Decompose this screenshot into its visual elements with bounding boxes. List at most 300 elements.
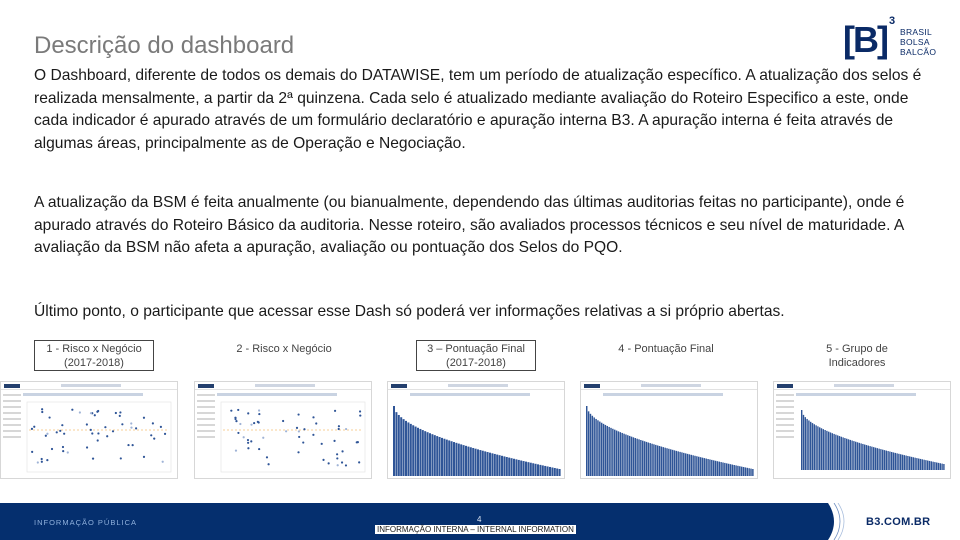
thumbnail-bar: [689, 454, 690, 476]
thumbnail-scatter-point: [321, 443, 323, 445]
thumbnail-scatter-point: [62, 450, 64, 452]
thumbnail-bar: [642, 441, 643, 476]
thumbnail-bar: [479, 450, 481, 476]
thumbnail-scatter-point: [115, 412, 117, 414]
thumbnail-scatter-point: [143, 417, 145, 419]
thumbnail-bar: [535, 464, 537, 476]
thumbnail-bar: [559, 469, 561, 476]
thumbnail-bar: [434, 435, 436, 476]
thumbnail-bar: [460, 444, 462, 476]
thumbnail-bar: [824, 430, 825, 470]
thumbnail-scatter-chart: [219, 400, 369, 476]
thumbnail-scatter-point: [86, 446, 88, 448]
footer-classification-center: INFORMAÇÃO INTERNA – INTERNAL INFORMATION: [377, 525, 574, 534]
thumbnail-bar: [664, 448, 665, 476]
thumbnail-bar: [638, 439, 639, 476]
thumbnail-bar: [453, 442, 455, 476]
thumbnail-scatter-point: [336, 457, 338, 459]
thumbnail-toolbar: [410, 393, 530, 396]
thumbnail-scatter-point: [302, 441, 304, 443]
thumbnail-bar: [835, 435, 836, 470]
thumbnail-bar: [475, 449, 477, 476]
thumbnail-bar: [860, 443, 861, 470]
thumbnail-scatter-point: [250, 424, 252, 426]
dashboard-thumbnail-3[interactable]: [387, 381, 565, 479]
thumbnail-bar: [707, 459, 708, 476]
thumbnail-bar: [815, 425, 816, 470]
thumbnail-bar: [911, 457, 912, 470]
thumbnail-bar: [525, 462, 527, 476]
dashboard-label-1[interactable]: [34, 340, 154, 371]
thumbnail-bar: [814, 424, 815, 470]
thumbnail-bar: [720, 462, 721, 476]
dashboard-thumbnail-2[interactable]: [194, 381, 372, 479]
thumbnail-scatter-point: [119, 415, 121, 417]
thumbnail-bar: [913, 457, 914, 470]
thumbnail-bar: [895, 453, 896, 470]
thumbnail-bar: [400, 417, 402, 476]
thumbnail-bar: [685, 453, 686, 476]
thumbnail-bar: [605, 425, 606, 476]
thumbnail-scatter-point: [336, 453, 338, 455]
thumbnail-scatter-point: [41, 458, 43, 460]
thumbnail-scatter-point: [345, 428, 347, 430]
thumbnail-scatter-point: [266, 456, 268, 458]
thumbnail-bar: [640, 440, 641, 476]
thumbnail-bar: [549, 467, 551, 476]
thumbnail-scatter-point: [359, 410, 361, 412]
thumbnail-bar: [511, 458, 513, 476]
thumbnail-scatter-point: [130, 426, 132, 428]
thumbnail-bar: [610, 428, 611, 476]
thumbnail-scatter-point: [90, 412, 92, 414]
dashboard-label-3-line2: (2017-2018): [446, 357, 506, 369]
thumbnail-bar: [909, 456, 910, 470]
thumbnail-bar: [941, 464, 942, 470]
thumbnail-bar: [412, 425, 414, 476]
thumbnail-scatter-point: [97, 432, 99, 434]
thumbnail-bar: [808, 420, 809, 470]
thumbnail-scatter-point: [247, 412, 249, 414]
thumbnail-bar: [841, 437, 842, 470]
thumbnail-bar: [683, 453, 684, 476]
thumbnail-bar: [429, 433, 431, 476]
thumbnail-bar: [873, 447, 874, 470]
thumbnail-bar: [821, 428, 822, 470]
thumbnail-toolbar: [603, 393, 723, 396]
thumbnail-bar: [732, 465, 733, 476]
thumbnail-scatter-point: [94, 414, 96, 416]
thumbnail-bar: [513, 459, 515, 476]
thumbnail-bar: [733, 465, 734, 476]
thumbnail-scatter-point: [31, 428, 33, 430]
thumbnail-bar: [887, 451, 888, 470]
thumbnail-scatter-point: [62, 446, 64, 448]
thumbnail-bar: [532, 463, 534, 476]
thumbnail-bar: [920, 459, 921, 470]
thumbnail-scatter-point: [296, 427, 298, 429]
thumbnail-scatter-point: [359, 414, 361, 416]
thumbnail-bar: [914, 458, 915, 470]
thumbnail-bar: [668, 449, 669, 476]
thumbnail-scatter-point: [61, 424, 63, 426]
thumbnail-scatter-point: [112, 430, 114, 432]
thumbnail-bar: [938, 463, 939, 470]
thumbnail-bar: [677, 451, 678, 476]
thumbnail-bar: [679, 452, 680, 476]
thumbnail-scatter-point: [312, 434, 314, 436]
thumbnail-bar: [866, 445, 867, 470]
thumbnail-bar: [889, 452, 890, 470]
dashboard-label-2[interactable]: [224, 340, 344, 371]
thumbnail-bar: [631, 437, 632, 476]
thumbnail-bar: [869, 446, 870, 470]
thumbnail-bar: [940, 463, 941, 470]
thumbnail-bar: [508, 458, 510, 476]
thumbnail-bar: [487, 452, 489, 476]
dashboard-label-4-line1: 4 - Pontuação Final: [618, 343, 714, 355]
thumbnail-bar-chart: [798, 400, 948, 476]
thumbnail-bar: [393, 406, 395, 476]
thumbnail-bar: [446, 440, 448, 476]
thumbnail-bar: [482, 451, 484, 476]
thumbnail-bar: [907, 456, 908, 470]
thumbnail-bar: [880, 449, 881, 470]
thumbnail-bar: [943, 464, 944, 470]
thumbnail-bar: [663, 447, 664, 476]
thumbnail-sidebar: [197, 394, 215, 476]
dashboard-thumbnail-4[interactable]: [580, 381, 758, 479]
b3-logo-superscript: 3: [889, 15, 896, 27]
thumbnail-bar: [730, 464, 731, 476]
dashboard-label-5-line2: Indicadores: [828, 357, 886, 369]
thumbnail-bar: [614, 430, 615, 476]
thumbnail-bar: [812, 423, 813, 470]
thumbnail-bar: [692, 455, 693, 476]
thumbnail-bar: [842, 437, 843, 470]
thumbnail-bar: [621, 433, 622, 476]
thumbnail-bar: [494, 454, 496, 476]
thumbnail-bar: [752, 469, 753, 476]
thumbnail-bar: [672, 450, 673, 476]
b3-logo: [843, 15, 943, 62]
page-number: 4: [477, 515, 482, 524]
thumbnail-bar-chart: [583, 400, 757, 478]
thumbnail-bar: [629, 436, 630, 476]
dashboard-thumbnail-1[interactable]: [0, 381, 178, 479]
thumbnail-bar: [547, 466, 549, 476]
thumbnail-bar: [520, 460, 522, 476]
thumbnail-bar: [427, 432, 429, 476]
thumbnail-scatter-point: [48, 416, 50, 418]
thumbnail-bar: [709, 459, 710, 476]
thumbnail-scatter-point: [258, 421, 260, 423]
thumbnail-bar: [931, 461, 932, 470]
footer-bar: [0, 503, 960, 540]
thumbnail-scatter-point: [121, 423, 123, 425]
thumbnail-bar: [424, 431, 426, 476]
thumbnail-bar-chart: [390, 400, 564, 478]
thumbnail-bar: [801, 410, 802, 470]
thumbnail-bar: [491, 453, 493, 476]
thumbnail-scatter-point: [258, 409, 260, 411]
thumbnail-bar: [927, 461, 928, 470]
thumbnail-scatter-point: [152, 422, 154, 424]
thumbnail-bar: [648, 443, 649, 476]
thumbnail-bar: [839, 436, 840, 470]
thumbnail-scatter-point: [247, 439, 249, 441]
thumbnail-scatter-point: [143, 456, 145, 458]
thumbnail-bar: [670, 449, 671, 476]
thumbnail-scatter-point: [262, 437, 264, 439]
thumbnail-scatter-point: [91, 432, 93, 434]
paragraph-access-scope: Último ponto, o participante que acessar esse Dash só poderá ver informações relativas a si próprio abertas.: [34, 303, 785, 320]
thumbnail-scatter-point: [243, 436, 245, 438]
thumbnail-bar: [625, 434, 626, 476]
thumbnail-bar: [646, 442, 647, 476]
footer-classification-left: INFORMAÇÃO PÚBLICA: [34, 518, 138, 527]
thumbnail-bar: [694, 456, 695, 476]
thumbnail-scatter-point: [333, 440, 335, 442]
thumbnail-bar: [837, 435, 838, 470]
thumbnail-bar: [932, 462, 933, 470]
thumbnail-bar: [737, 466, 738, 476]
thumbnail-bar: [705, 459, 706, 476]
page-title: Descrição do dashboard: [34, 32, 295, 59]
thumbnail-scatter-point: [132, 444, 134, 446]
thumbnail-header: [1, 382, 177, 390]
thumbnail-scatter-point: [357, 441, 359, 443]
thumbnail-bar: [590, 414, 591, 476]
thumbnail-bar: [499, 455, 501, 476]
thumbnail-scatter-point: [56, 431, 58, 433]
thumbnail-scatter-point: [322, 459, 324, 461]
thumbnail-bar: [470, 447, 472, 476]
thumbnail-bar: [415, 427, 417, 476]
thumbnail-bar: [704, 458, 705, 476]
dashboard-thumbnail-5[interactable]: [773, 381, 951, 479]
thumbnail-bar: [719, 462, 720, 476]
thumbnail-scatter-point: [247, 447, 249, 449]
thumbnail-scatter-point: [239, 423, 241, 425]
thumbnail-bar: [556, 468, 558, 476]
thumbnail-bar: [463, 445, 465, 476]
dashboard-label-1-line1: 1 - Risco x Negócio: [46, 343, 142, 355]
thumbnail-bar: [607, 426, 608, 476]
thumbnail-bar: [745, 467, 746, 476]
thumbnail-bar: [458, 444, 460, 476]
thumbnail-bar: [595, 419, 596, 476]
dashboard-label-3[interactable]: [416, 340, 536, 371]
thumbnail-sidebar: [3, 394, 21, 476]
dashboard-label-3-line1: 3 – Pontuação Final: [427, 343, 525, 355]
thumbnail-scatter-point: [79, 411, 81, 413]
thumbnail-bar: [419, 429, 421, 476]
thumbnail-bar: [936, 462, 937, 470]
thumbnail-bar: [715, 461, 716, 476]
thumbnail-scatter-point: [297, 413, 299, 415]
thumbnail-bar: [886, 451, 887, 470]
thumbnail-bar: [539, 465, 541, 476]
thumbnail-toolbar: [796, 393, 916, 396]
thumbnail-bar: [593, 417, 594, 476]
thumbnail-scatter-point: [338, 425, 340, 427]
thumbnail-scatter-point: [97, 439, 99, 441]
thumbnail-bar: [530, 463, 532, 476]
thumbnail-scatter-point: [130, 422, 132, 424]
thumbnail-bar: [853, 441, 854, 470]
thumbnail-bar: [851, 441, 852, 470]
thumbnail-scatter-point: [267, 463, 269, 465]
thumbnail-bar: [741, 467, 742, 476]
thumbnail-bar: [857, 442, 858, 470]
thumbnail-bar: [929, 461, 930, 470]
thumbnail-bar: [422, 430, 424, 476]
thumbnail-scatter-point: [341, 461, 343, 463]
thumbnail-bar: [884, 450, 885, 470]
dashboard-label-5[interactable]: [797, 340, 917, 371]
thumbnail-bar: [803, 415, 804, 470]
thumbnail-bar: [616, 431, 617, 476]
thumbnail-scatter-point: [41, 408, 43, 410]
thumbnail-header: [195, 382, 371, 390]
thumbnail-scatter-point: [345, 464, 347, 466]
thumbnail-scatter-point: [337, 464, 339, 466]
thumbnail-scatter-chart: [25, 400, 175, 476]
thumbnail-bar: [592, 416, 593, 476]
thumbnail-bar: [612, 429, 613, 476]
thumbnail-bar: [542, 465, 544, 476]
thumbnail-scatter-point: [235, 449, 237, 451]
thumbnail-bar: [700, 457, 701, 476]
thumbnail-bar: [900, 454, 901, 470]
thumbnail-scatter-point: [328, 462, 330, 464]
thumbnail-scatter-point: [92, 457, 94, 459]
thumbnail-bar: [441, 438, 443, 476]
thumbnail-scatter-point: [258, 413, 260, 415]
thumbnail-bar: [518, 460, 520, 476]
thumbnail-bar: [523, 461, 525, 476]
thumbnail-plot-frame: [221, 402, 365, 472]
thumbnail-scatter-point: [46, 433, 48, 435]
thumbnail-scatter-point: [45, 435, 47, 437]
thumbnail-bar: [922, 459, 923, 470]
thumbnail-bar: [635, 438, 636, 476]
thumbnail-bar: [687, 454, 688, 476]
thumbnail-header: [581, 382, 757, 390]
thumbnail-bar: [698, 457, 699, 476]
thumbnail-bar: [877, 448, 878, 470]
logo-word-3: BALCÃO: [900, 47, 937, 57]
thumbnail-scatter-point: [234, 418, 236, 420]
thumbnail-scatter-point: [96, 411, 98, 413]
thumbnail-bar: [864, 445, 865, 470]
thumbnail-bar: [649, 443, 650, 476]
dashboard-label-4[interactable]: [606, 340, 726, 371]
thumbnail-scatter-point: [41, 461, 43, 463]
thumbnail-scatter-point: [315, 422, 317, 424]
thumbnail-scatter-point: [150, 434, 152, 436]
thumbnail-bar: [691, 455, 692, 476]
thumbnail-scatter-point: [253, 422, 255, 424]
thumbnail-bar: [506, 457, 508, 476]
thumbnail-bar: [833, 434, 834, 470]
thumbnail-bar: [395, 412, 397, 476]
thumbnail-bar: [735, 465, 736, 476]
thumbnail-bar: [702, 458, 703, 476]
thumbnail-bar: [806, 419, 807, 470]
dashboard-label-2-line1: 2 - Risco x Negócio: [236, 343, 332, 355]
logo-word-2: BOLSA: [900, 37, 930, 47]
thumbnail-scatter-point: [127, 444, 129, 446]
thumbnail-bar: [554, 468, 556, 476]
thumbnail-scatter-point: [298, 430, 300, 432]
thumbnail-bar: [713, 460, 714, 476]
thumbnail-bar: [597, 420, 598, 476]
thumbnail-scatter-point: [160, 426, 162, 428]
thumbnail-scatter-point: [258, 448, 260, 450]
thumbnail-bar: [717, 461, 718, 476]
thumbnail-bar: [407, 422, 409, 476]
thumbnail-bar: [618, 431, 619, 476]
thumbnail-scatter-point: [338, 428, 340, 430]
thumbnail-bar: [588, 411, 589, 476]
thumbnail-bar: [439, 437, 441, 476]
thumbnail-bar: [868, 446, 869, 470]
thumbnail-bar: [896, 453, 897, 470]
thumbnail-bar: [916, 458, 917, 470]
thumbnail-bar: [417, 428, 419, 476]
thumbnail-scatter-point: [341, 450, 343, 452]
thumbnail-bar: [722, 462, 723, 476]
thumbnail-bar: [862, 444, 863, 470]
dashboard-label-5-line1: 5 - Grupo de: [826, 343, 888, 355]
thumbnail-bar: [832, 433, 833, 470]
thumbnail-scatter-point: [63, 433, 65, 435]
thumbnail-bar: [826, 431, 827, 470]
thumbnail-bar: [544, 466, 546, 476]
thumbnail-scatter-point: [358, 461, 360, 463]
thumbnail-bar: [859, 443, 860, 470]
thumbnail-bar: [882, 450, 883, 470]
thumbnail-scatter-point: [298, 436, 300, 438]
thumbnail-bar: [472, 448, 474, 476]
thumbnail-scatter-point: [59, 430, 61, 432]
thumbnail-scatter-point: [235, 420, 237, 422]
thumbnail-scatter-point: [237, 432, 239, 434]
thumbnail-bar: [608, 427, 609, 476]
thumbnail-bar: [747, 468, 748, 476]
thumbnail-bar: [846, 439, 847, 470]
b3-logo-words: [900, 27, 936, 57]
paragraph-bsm-update: A atualização da BSM é feita anualmente (ou bianualmente, dependendo das últimas auditorias feitas no participante), onde é apurado através do Roteiro Básico da auditoria. Nesse roteiro, são avaliados processos técnicos e seu nível de maturidade. A avaliação da BSM não afeta a apuração, avaliação ou pontuação dos Selos do PQO.: [34, 194, 905, 256]
thumbnail-bar: [805, 417, 806, 470]
thumbnail-bar: [743, 467, 744, 476]
thumbnail-bar: [537, 464, 539, 476]
thumbnail-bar: [484, 451, 486, 476]
thumbnail-bar: [848, 439, 849, 470]
thumbnail-header: [388, 382, 564, 390]
thumbnail-bar: [627, 435, 628, 476]
thumbnail-bar: [501, 456, 503, 476]
thumbnail-bar: [623, 434, 624, 476]
website-link[interactable]: B3.COM.BR: [866, 516, 931, 528]
thumbnail-bar: [659, 446, 660, 476]
thumbnail-bar: [905, 456, 906, 470]
thumbnail-toolbar: [23, 393, 143, 396]
thumbnail-bar: [902, 455, 903, 470]
thumbnail-scatter-point: [247, 442, 249, 444]
